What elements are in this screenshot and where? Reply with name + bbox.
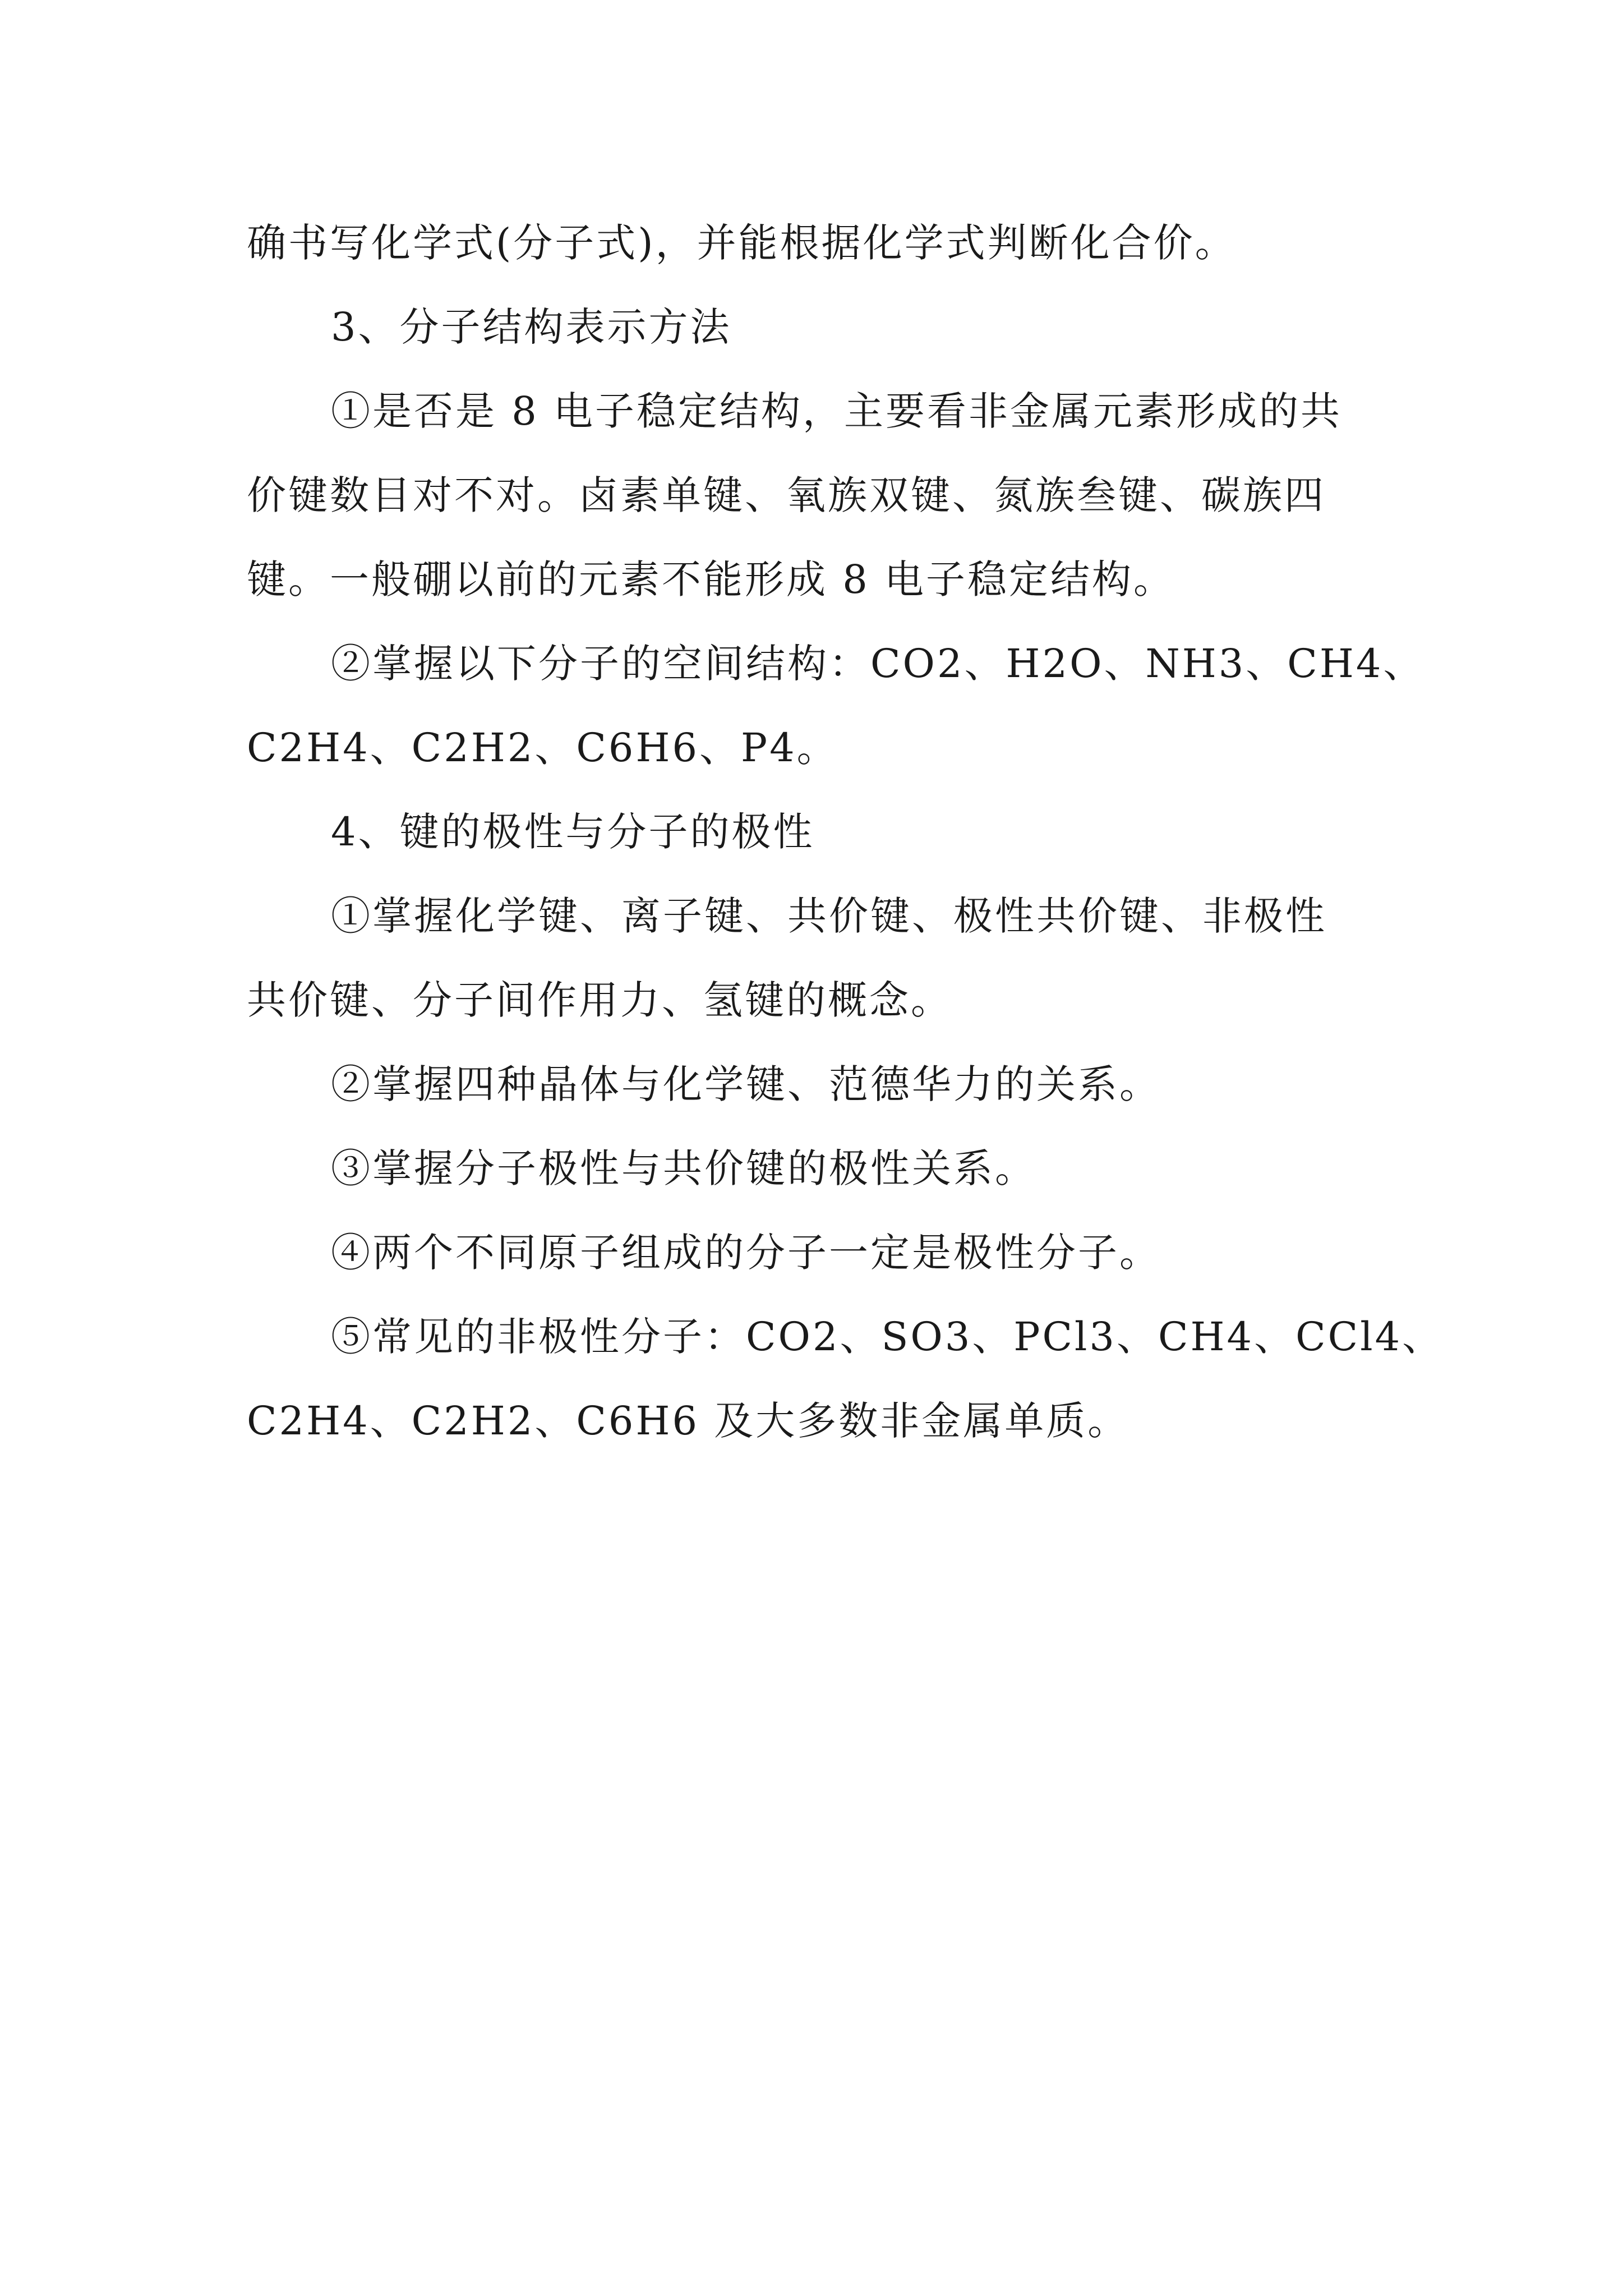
section-heading: 3、分子结构表示方法 — [331, 304, 732, 350]
paragraph-line: 共价键、分子间作用力、氢键的概念。 — [247, 977, 952, 1023]
document-body — [247, 201, 1444, 1463]
paragraph-line: ②掌握以下分子的空间结构：CO2、H2O、NH3、CH4、 — [331, 641, 1425, 687]
paragraph-line: ①掌握化学键、离子键、共价键、极性共价键、非极性 — [331, 893, 1327, 939]
paragraph-line: 价键数目对不对。卤素单键、氧族双键、氮族叁键、碳族四 — [247, 472, 1326, 518]
paragraph-line: 确书写化学式(分子式)，并能根据化学式判断化合价。 — [247, 220, 1237, 266]
paragraph-line: ②掌握四种晶体与化学键、范德华力的关系。 — [331, 1061, 1161, 1107]
paragraph-line: ⑤常见的非极性分子：CO2、SO3、PCl3、CH4、CCl4、 — [331, 1314, 1444, 1360]
paragraph-line: ④两个不同原子组成的分子一定是极性分子。 — [331, 1230, 1161, 1276]
paragraph-line: C2H4、C2H2、C6H6 及大多数非金属单质。 — [247, 1398, 1129, 1444]
paragraph-line: ③掌握分子极性与共价键的极性关系。 — [331, 1145, 1036, 1191]
section-heading: 4、键的极性与分子的极性 — [331, 809, 815, 855]
paragraph-line: C2H4、C2H2、C6H6、P4。 — [247, 725, 838, 771]
paragraph-line: ①是否是 8 电子稳定结构，主要看非金属元素形成的共 — [331, 388, 1343, 434]
paragraph-line: 键。一般硼以前的元素不能形成 8 电子稳定结构。 — [247, 556, 1175, 602]
